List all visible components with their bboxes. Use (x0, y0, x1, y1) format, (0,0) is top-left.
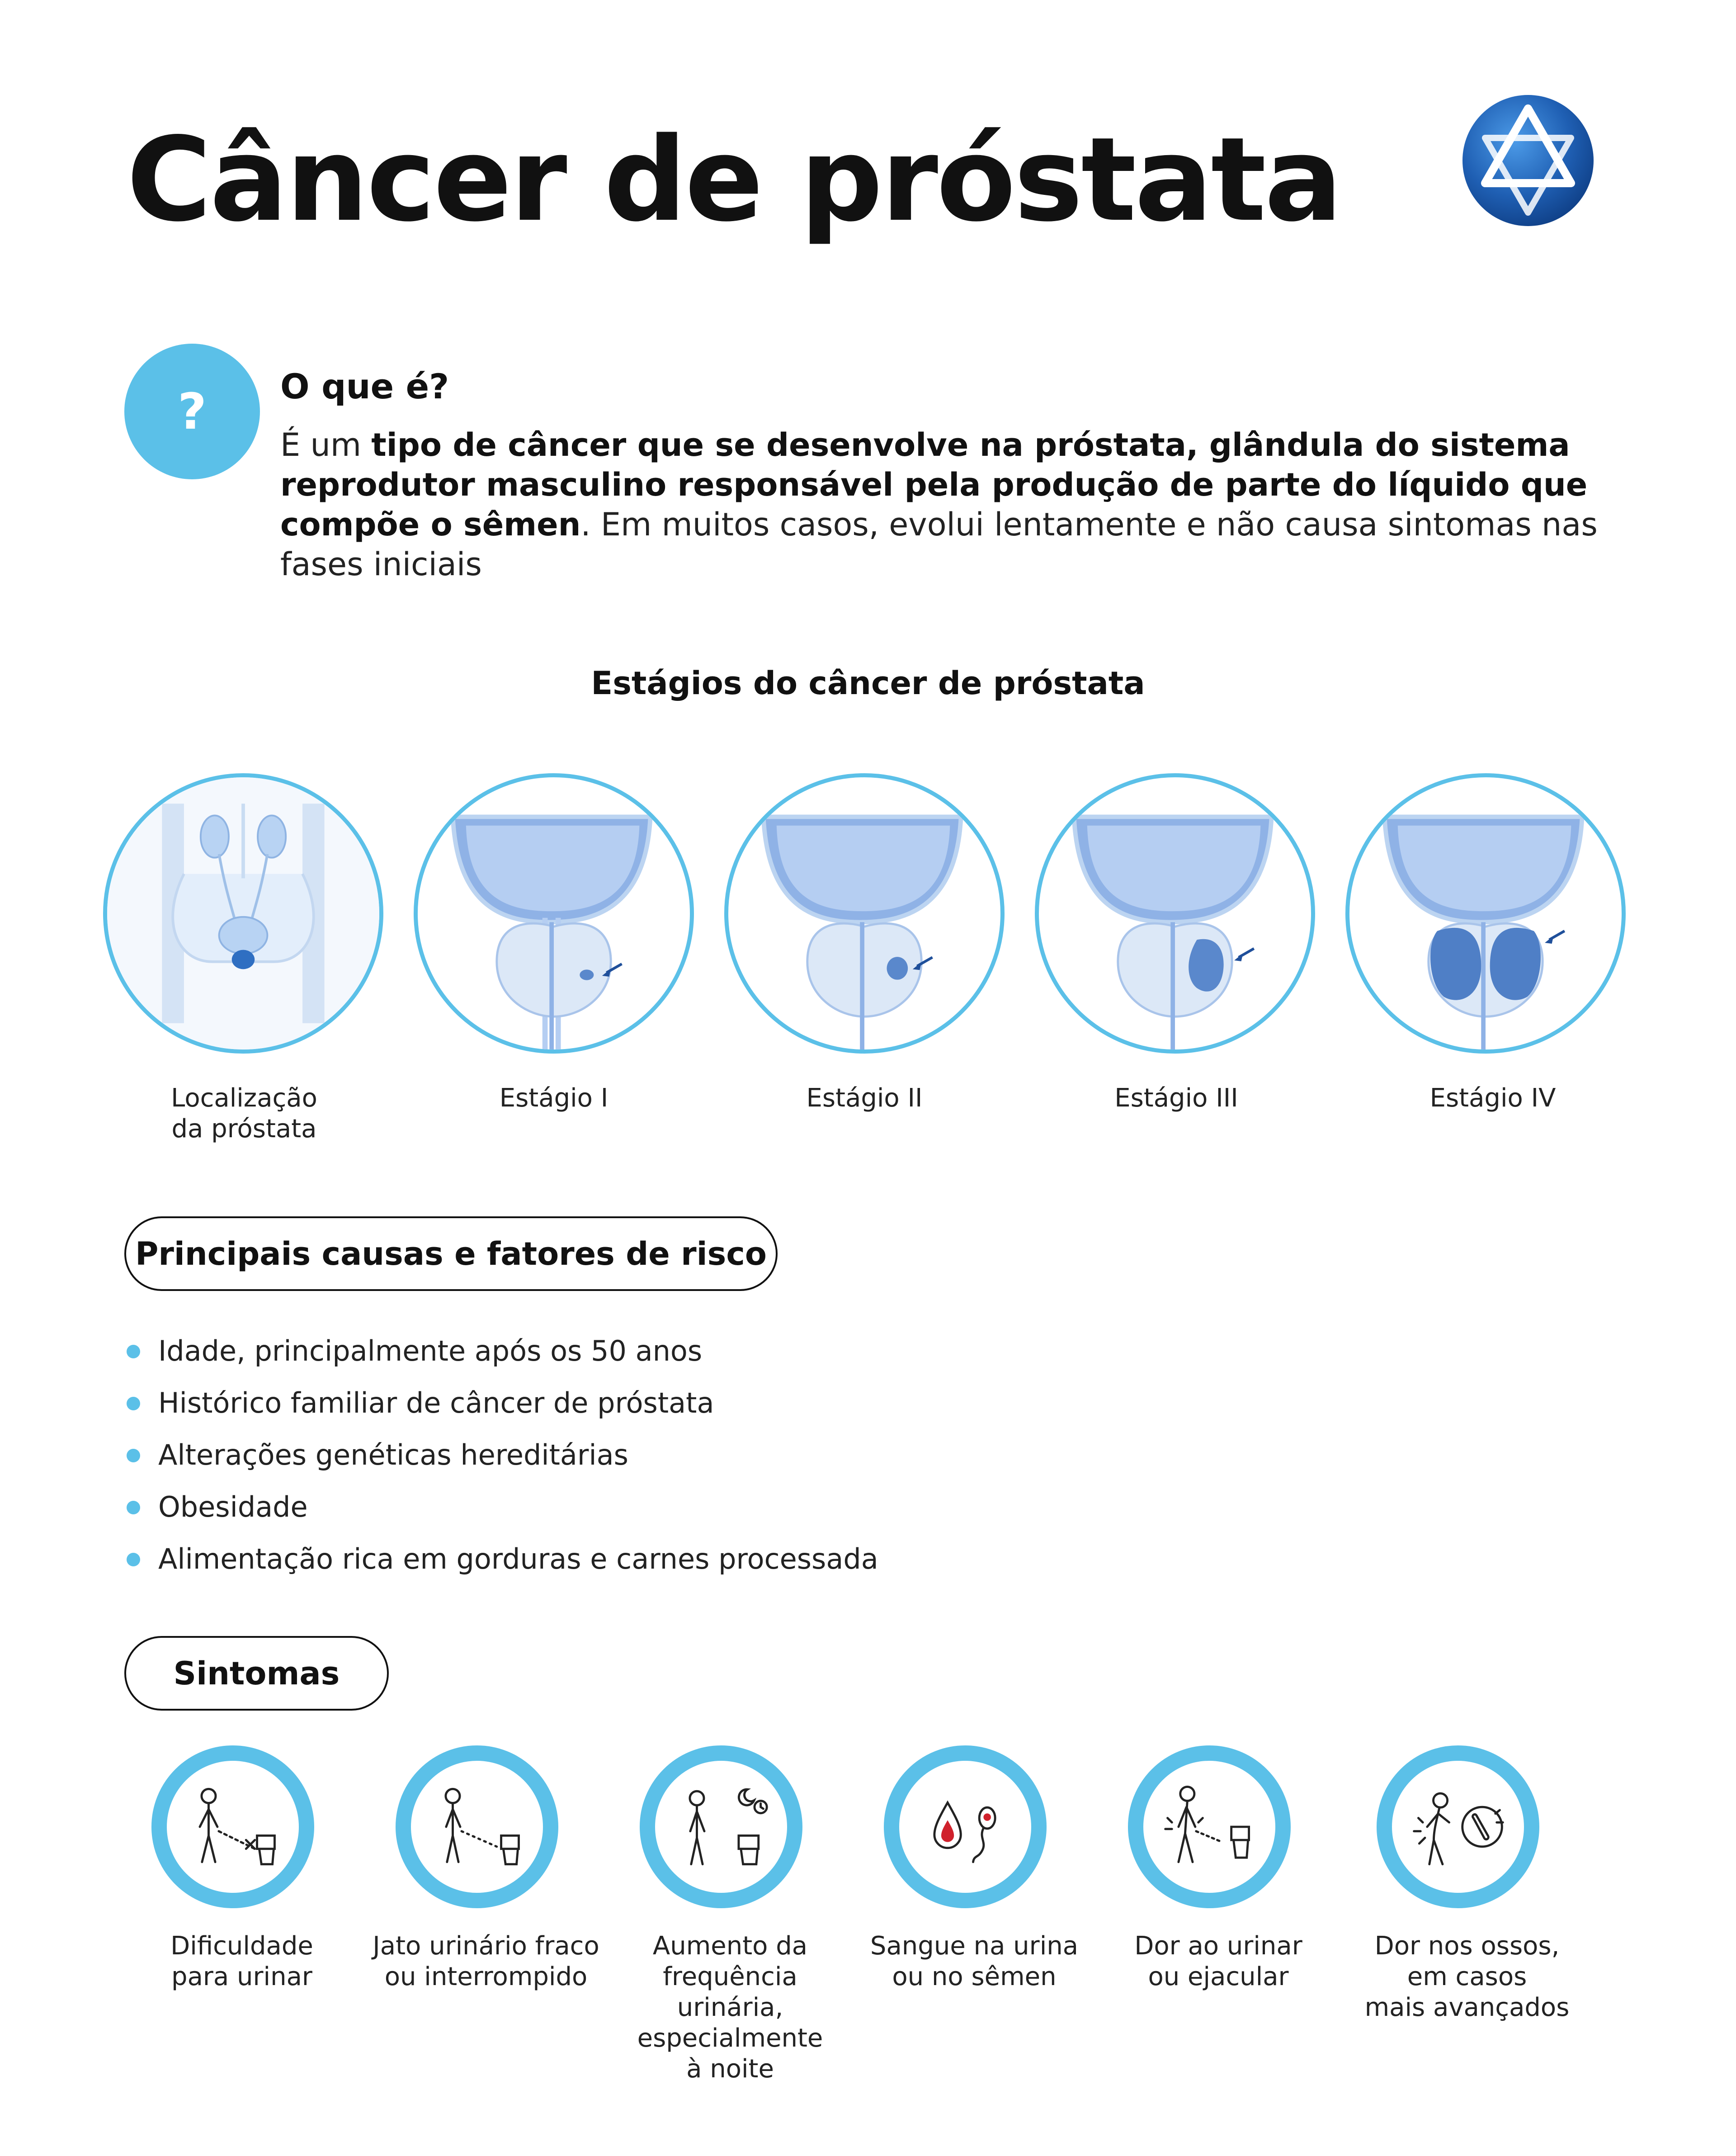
list-item (127, 1481, 878, 1533)
stage-label: Estágio III (1114, 1083, 1238, 1113)
stage-item (1345, 773, 1635, 1045)
stage-item (1035, 773, 1324, 1045)
prostate-stage-2-icon (724, 773, 1005, 1054)
bone-pain-icon (1377, 1745, 1539, 1908)
list-item (127, 1377, 878, 1429)
symptom-label: Dificuldade para urinar (170, 1931, 313, 1991)
weak-stream-icon (396, 1745, 558, 1908)
prostate-stage-4-icon (1345, 773, 1626, 1054)
prostate-stage-3-icon (1035, 773, 1315, 1054)
causes-title: Principais causas e fatores de risco (124, 1216, 778, 1291)
stage-item (724, 773, 1014, 1045)
symptoms-title: Sintomas (124, 1636, 389, 1711)
stages-title: Estágios do câncer de próstata (591, 665, 1145, 702)
list-item-text: Alimentação rica em gorduras e carnes processada (158, 1542, 878, 1575)
stage-item (103, 773, 392, 1045)
night-frequency-icon (640, 1745, 802, 1908)
symptom-label: Jato urinário fraco ou interrompido (373, 1931, 599, 1991)
stage-item (414, 773, 703, 1045)
stage-label: Estágio II (806, 1083, 923, 1113)
bullet-dot-icon (127, 1553, 140, 1566)
list-item-text: Alterações genéticas hereditárias (158, 1438, 628, 1471)
bullet-dot-icon (127, 1449, 140, 1462)
prostate-stage-1-icon (414, 773, 694, 1054)
description-end: . Em muitos casos, evolui lentamente e não causa sintomas nas fases iniciais (280, 506, 1598, 583)
question-badge-icon: ? (124, 344, 260, 479)
list-item (127, 1429, 878, 1481)
difficulty-urinating-icon (151, 1745, 314, 1908)
list-item-text: Obesidade (158, 1490, 308, 1523)
description-bold: tipo de câncer que se desenvolve na próstata, glândula do sistema reprodutor masculino responsável pela produção de parte do líquido que compõe o sêmen (280, 426, 1588, 543)
what-is-description (280, 425, 1614, 584)
description-start: É um (280, 426, 372, 463)
symptom-label: Aumento da frequência urinária, especialmente à noite (637, 1931, 823, 2084)
symptom-label: Dor ao urinar ou ejacular (1134, 1931, 1302, 1991)
list-item (127, 1533, 878, 1585)
star-of-david-globe-logo (1460, 93, 1596, 228)
causes-list (127, 1325, 878, 1585)
stage-label: Estágio IV (1429, 1083, 1556, 1113)
page-title: Câncer de próstata (127, 113, 1341, 247)
list-item-text: Histórico familiar de câncer de próstata (158, 1386, 714, 1419)
stage-label (86, 1083, 402, 1144)
bullet-dot-icon (127, 1345, 140, 1358)
symptom-label: Sangue na urina ou no sêmen (870, 1931, 1079, 1991)
stage-label-text: Localização da próstata (171, 1083, 317, 1144)
pain-urinating-icon (1128, 1745, 1291, 1908)
list-item (127, 1325, 878, 1377)
symptom-label: Dor nos ossos, em casos mais avançados (1364, 1931, 1570, 2022)
bullet-dot-icon (127, 1501, 140, 1514)
stage-label: Estágio I (499, 1083, 609, 1113)
blood-drop-sperm-icon (884, 1745, 1047, 1908)
section-title-what-is: O que é? (280, 366, 449, 407)
list-item-text: Idade, principalmente após os 50 anos (158, 1334, 703, 1367)
pelvis-anatomy-icon (103, 773, 383, 1054)
bullet-dot-icon (127, 1397, 140, 1410)
